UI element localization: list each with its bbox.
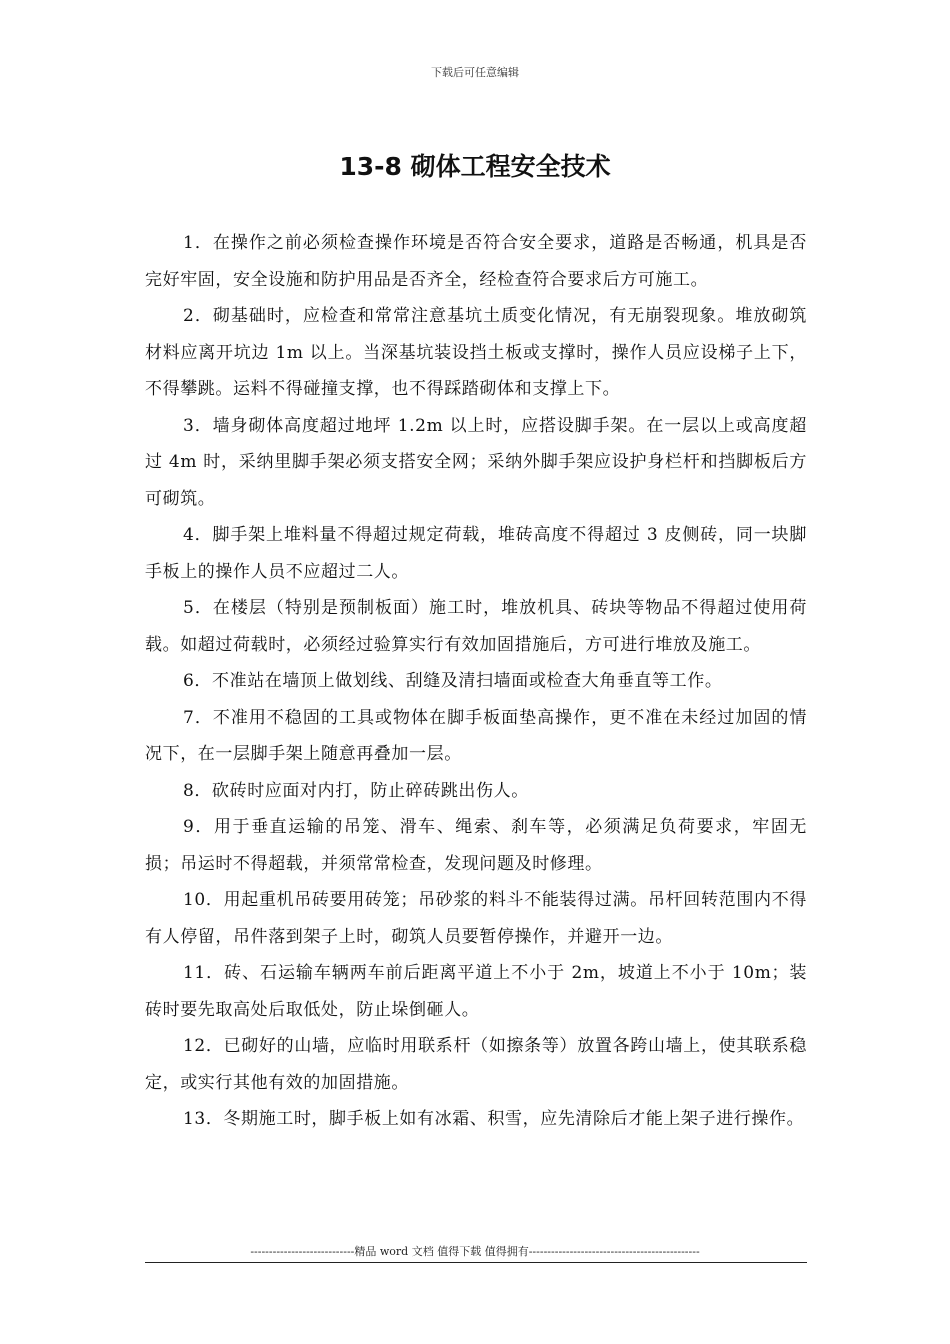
paragraph-12: 12．已砌好的山墙，应临时用联系杆（如擦条等）放置各跨山墙上，使其联系稳定，或实行其他有效的加固措施。 bbox=[145, 1036, 807, 1093]
page-header-note: 下载后可任意编辑 bbox=[431, 66, 519, 79]
paragraph-11: 11．砖、石运输车辆两车前后距离平道上不小于 2m，坡道上不小于 10m；装砖时要先取高处后取低处，防止垛倒砸人。 bbox=[145, 963, 807, 1020]
paragraph-13: 13．冬期施工时，脚手板上如有冰霜、积雪，应先清除后才能上架子进行操作。 bbox=[183, 1109, 805, 1129]
paragraph-3: 3．墙身砌体高度超过地坪 1.2m 以上时，应搭设脚手架。在一层以上或高度超过 4m 时，采纳里脚手架必须支搭安全网；采纳外脚手架应设护身栏杆和挡脚板后方可砌筑。 bbox=[145, 415, 807, 509]
footer-divider bbox=[145, 1262, 807, 1263]
paragraph-4: 4．脚手架上堆料量不得超过规定荷载，堆砖高度不得超过 3 皮侧砖，同一块脚手板上的操作人员不应超过二人。 bbox=[145, 525, 807, 582]
document-body bbox=[145, 225, 807, 1138]
paragraph-2: 2．砌基础时，应检查和常常注意基坑土质变化情况，有无崩裂现象。堆放砌筑材料应离开坑边 1m 以上。当深基坑装设挡土板或支撑时，操作人员应设梯子上下，不得攀跳。运料不得碰撞支撑，也不得踩踏砌体和支撑上下。 bbox=[145, 306, 807, 399]
paragraph-7: 7．不准用不稳固的工具或物体在脚手板面垫高操作，更不准在未经过加固的情况下，在一层脚手架上随意再叠加一层。 bbox=[145, 707, 807, 764]
paragraph-1: 1．在操作之前必须检查操作环境是否符合安全要求，道路是否畅通，机具是否完好牢固，安全设施和防护用品是否齐全，经检查符合要求后方可施工。 bbox=[145, 233, 807, 290]
paragraph-5: 5．在楼层（特别是预制板面）施工时，堆放机具、砖块等物品不得超过使用荷载。如超过荷载时，必须经过验算实行有效加固措施后，方可进行堆放及施工。 bbox=[145, 598, 807, 655]
page-footer-note: ----------------------------精品 word 文档 值得下载 值得拥有---------------------------------------------- bbox=[250, 1245, 700, 1258]
paragraph-6: 6．不准站在墙顶上做划线、刮缝及清扫墙面或检查大角垂直等工作。 bbox=[183, 671, 723, 691]
document-title: 13-8 砌体工程安全技术 bbox=[339, 152, 611, 181]
paragraph-10: 10．用起重机吊砖要用砖笼；吊砂浆的料斗不能装得过满。吊杆回转范围内不得有人停留，吊件落到架子上时，砌筑人员要暂停操作，并避开一边。 bbox=[145, 890, 807, 947]
paragraph-8: 8．砍砖时应面对内打，防止碎砖跳出伤人。 bbox=[183, 780, 529, 801]
paragraph-9: 9．用于垂直运输的吊笼、滑车、绳索、刹车等，必须满足负荷要求，牢固无损；吊运时不得超载，并须常常检查，发现问题及时修理。 bbox=[145, 817, 807, 874]
